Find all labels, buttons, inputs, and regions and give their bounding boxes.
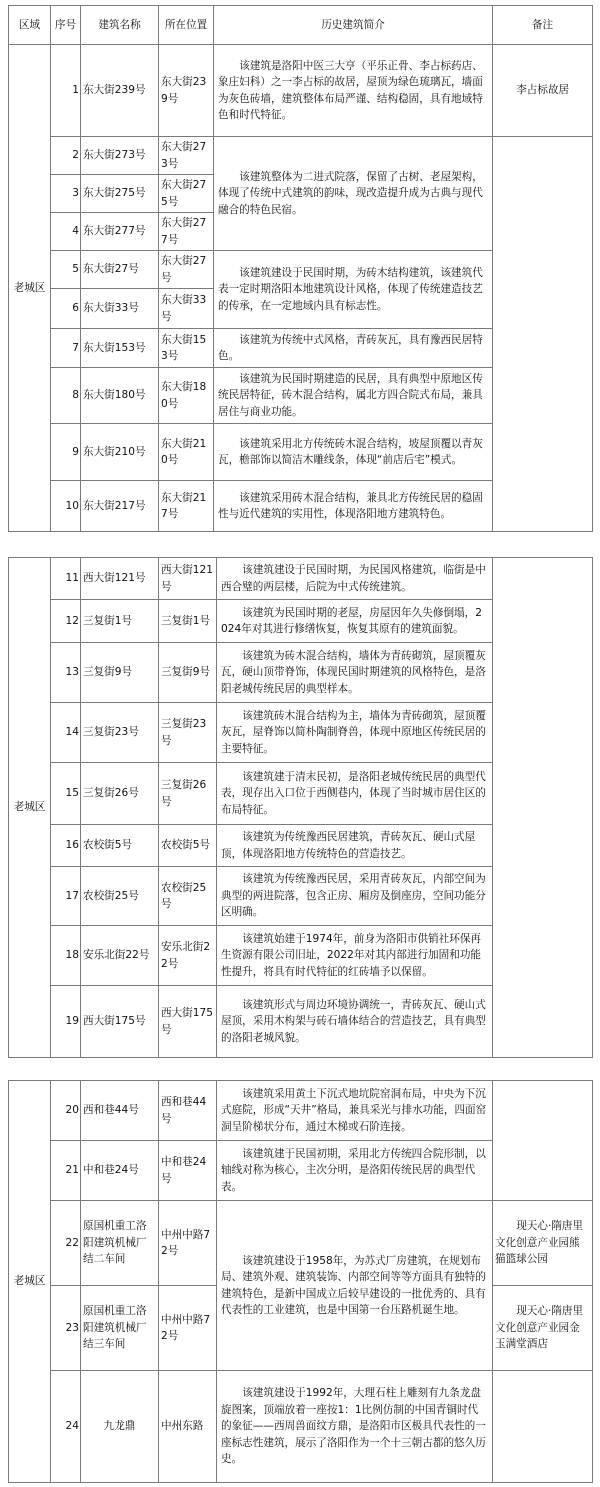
heritage-table-3	[8, 1080, 593, 1483]
heritage-table-2	[8, 557, 593, 1058]
seq-cell: 18	[51, 926, 81, 986]
name-cell: 三复街1号	[81, 600, 159, 643]
note-cell: 现天心·隋唐里文化创意产业园金玉满堂酒店	[493, 1286, 593, 1371]
location-cell: 东大街239号	[159, 45, 214, 137]
location-cell: 东大街273号	[159, 137, 214, 175]
name-cell: 东大街33号	[81, 289, 159, 329]
header-row	[9, 6, 593, 45]
name-cell: 西大街121号	[81, 558, 159, 600]
location-cell: 西和巷44号	[159, 1081, 217, 1141]
intro-cell: 该建筑为民国时期建造的民居，具有典型中原地区传统民居特征，砖木混合结构，属北方四合院式布局，兼具居住与商业功能。	[214, 368, 493, 424]
heritage-table-1	[8, 5, 593, 532]
location-cell: 安乐北街22号	[159, 926, 217, 986]
name-cell: 东大街27号	[81, 251, 159, 289]
location-cell: 东大街180号	[159, 368, 214, 424]
header-intro: 历史建筑简介	[214, 6, 493, 45]
seq-cell: 13	[51, 643, 81, 703]
table-row	[9, 45, 593, 137]
seq-cell: 16	[51, 825, 81, 867]
location-cell: 中州东路	[159, 1371, 217, 1483]
intro-cell: 该建筑建设于1958年，为苏式厂房建筑，在规划布局、建筑外观、建筑装饰、内部空间等等方面具有独特的建筑特色，是新中国成立后较早建设的一批优秀的、具有代表性的工业建筑，也是中国第一台压路机诞生地。	[217, 1201, 493, 1371]
location-cell: 三复街26号	[159, 763, 217, 825]
seq-cell: 1	[51, 45, 81, 137]
location-cell: 三复街1号	[159, 600, 217, 643]
location-cell: 东大街27号	[159, 251, 214, 289]
header-location: 所在位置	[159, 6, 214, 45]
table-row	[9, 1371, 593, 1483]
intro-cell: 该建筑采用黄土下沉式地坑院窑洞布局，中央为下沉式庭院，形成“天井”格局，兼具采光与排水功能，四面窑洞呈阶梯状分布，通过木梯或石阶连接。	[217, 1081, 493, 1141]
note-cell	[493, 137, 593, 532]
header-note: 备注	[493, 6, 593, 45]
seq-cell: 9	[51, 424, 81, 481]
intro-cell: 该建筑形式与周边环境协调统一，青砖灰瓦、硬山式屋顶，采用木构架与砖石墙体结合的营造技艺，具有典型的洛阳老城风貌。	[217, 986, 493, 1058]
location-cell: 三复街23号	[159, 703, 217, 763]
seq-cell: 22	[51, 1201, 81, 1286]
location-cell: 东大街277号	[159, 213, 214, 251]
name-cell: 东大街273号	[81, 137, 159, 175]
intro-cell: 该建筑建设于1992年，大理石柱上雕刻有九条龙盘旋图案，顶端放着一座按1：1比例仿制的中国青铜时代的象征——西周兽面纹方鼎，是洛阳市区极具代表性的一座标志性建筑，展示了洛阳作为一个十三朝古都的悠久历史。	[217, 1371, 493, 1483]
seq-cell: 19	[51, 986, 81, 1058]
seq-cell: 4	[51, 213, 81, 251]
name-cell: 东大街275号	[81, 175, 159, 213]
name-cell: 原国机重工洛阳建筑机械厂结二车间	[81, 1201, 159, 1286]
location-cell: 东大街33号	[159, 289, 214, 329]
location-cell: 农校街5号	[159, 825, 217, 867]
name-cell: 中和巷24号	[81, 1141, 159, 1201]
name-cell: 西和巷44号	[81, 1081, 159, 1141]
seq-cell: 3	[51, 175, 81, 213]
name-cell: 原国机重工洛阳建筑机械厂结三车间	[81, 1286, 159, 1371]
intro-cell: 该建筑建设于民国时期，为砖木结构建筑，该建筑代表一定时期洛阳本地建筑设计风格，体现了传统建造技艺的传承，在一定地域内具有标志性。	[214, 251, 493, 329]
location-cell: 东大街210号	[159, 424, 214, 481]
seq-cell: 5	[51, 251, 81, 289]
location-cell: 东大街153号	[159, 329, 214, 368]
intro-cell: 该建筑采用北方传统砖木混合结构，坡屋顶覆以青灰瓦，檐部饰以简洁木雕线条，体现“前店后宅”模式。	[214, 424, 493, 481]
location-cell: 中州中路72号	[159, 1201, 217, 1286]
seq-cell: 2	[51, 137, 81, 175]
seq-cell: 17	[51, 867, 81, 926]
seq-cell: 10	[51, 481, 81, 532]
seq-cell: 20	[51, 1081, 81, 1141]
name-cell: 东大街180号	[81, 368, 159, 424]
location-cell: 农校街25号	[159, 867, 217, 926]
note-cell	[493, 1081, 593, 1201]
name-cell: 三复街26号	[81, 763, 159, 825]
intro-cell: 该建筑为传统中式风格，青砖灰瓦，具有豫西民居特色。	[214, 329, 493, 368]
table-row	[9, 558, 593, 600]
name-cell: 农校街5号	[81, 825, 159, 867]
location-cell: 中和巷24号	[159, 1141, 217, 1201]
header-seq: 序号	[51, 6, 81, 45]
name-cell: 东大街153号	[81, 329, 159, 368]
note-cell	[493, 1371, 593, 1483]
region-cell: 老城区	[9, 45, 51, 532]
name-cell: 东大街239号	[81, 45, 159, 137]
note-cell: 李占标故居	[493, 45, 593, 137]
intro-cell: 该建筑始建于1974年，前身为洛阳市供销社环保再生资源有限公司旧址，2022年对其内部进行加固和功能性提升，将具有时代特征的红砖墙予以保留。	[217, 926, 493, 986]
seq-cell: 7	[51, 329, 81, 368]
table-row	[9, 1081, 593, 1141]
intro-cell: 该建筑为传统豫西民居建筑，青砖灰瓦、硬山式屋顶，体现洛阳地方传统特色的营造技艺。	[217, 825, 493, 867]
seq-cell: 14	[51, 703, 81, 763]
intro-cell: 该建筑砖木混合结构为主，墙体为青砖砌筑，屋顶覆灰瓦，屋脊饰以简朴陶制脊兽，体现中原地区传统民居的主要特征。	[217, 703, 493, 763]
intro-cell: 该建筑采用砖木混合结构，兼具北方传统民居的稳固性与近代建筑的实用性，体现洛阳地方建筑特色。	[214, 481, 493, 532]
note-cell: 现天心·隋唐里文化创意产业园熊猫篮球公园	[493, 1201, 593, 1286]
seq-cell: 15	[51, 763, 81, 825]
intro-cell: 该建筑整体为二进式院落，保留了古树、老屋架构，体现了传统中式建筑的韵味，现改造提升成为古典与现代融合的特色民宿。	[214, 137, 493, 251]
name-cell: 三复街23号	[81, 703, 159, 763]
name-cell: 东大街217号	[81, 481, 159, 532]
intro-cell: 该建筑为砖木混合结构，墙体为青砖砌筑，屋顶覆灰瓦，硬山顶带脊饰，体现民国时期建筑的风格特色，是洛阳老城传统民居的典型样本。	[217, 643, 493, 703]
seq-cell: 11	[51, 558, 81, 600]
region-cell: 老城区	[9, 558, 51, 1058]
header-name: 建筑名称	[81, 6, 159, 45]
intro-cell: 该建筑建于清末民初，是洛阳老城传统民居的典型代表，现存出入口位于西侧巷内，体现了当时城市居住区的布局特征。	[217, 763, 493, 825]
seq-cell: 12	[51, 600, 81, 643]
location-cell: 中州中路72号	[159, 1286, 217, 1371]
location-cell: 三复街9号	[159, 643, 217, 703]
intro-cell: 该建筑建设于民国时期，为民国风格建筑，临街是中西合璧的两层楼，后院为中式传统建筑。	[217, 558, 493, 600]
seq-cell: 6	[51, 289, 81, 329]
name-cell: 西大街175号	[81, 986, 159, 1058]
name-cell: 安乐北街22号	[81, 926, 159, 986]
location-cell: 东大街275号	[159, 175, 214, 213]
name-cell: 三复街9号	[81, 643, 159, 703]
name-cell: 东大街210号	[81, 424, 159, 481]
name-cell: 东大街277号	[81, 213, 159, 251]
header-region: 区域	[9, 6, 51, 45]
name-cell: 九龙鼎	[81, 1371, 159, 1483]
table-row	[9, 1201, 593, 1286]
seq-cell: 8	[51, 368, 81, 424]
location-cell: 西大街175号	[159, 986, 217, 1058]
note-cell	[493, 558, 593, 1058]
location-cell: 西大街121号	[159, 558, 217, 600]
seq-cell: 23	[51, 1286, 81, 1371]
table-row	[9, 137, 593, 175]
intro-cell: 该建筑建于民国初期，采用北方传统四合院形制，以轴线对称为核心，主次分明，是洛阳传统民居的典型代表。	[217, 1141, 493, 1201]
intro-cell: 该建筑为传统豫西民居，采用青砖灰瓦，内部空间为典型的两进院落，包含正房、厢房及倒座房，空间功能分区明确。	[217, 867, 493, 926]
region-cell: 老城区	[9, 1081, 51, 1483]
location-cell: 东大街217号	[159, 481, 214, 532]
name-cell: 农校街25号	[81, 867, 159, 926]
seq-cell: 21	[51, 1141, 81, 1201]
seq-cell: 24	[51, 1371, 81, 1483]
intro-cell: 该建筑为民国时期的老屋，房屋因年久失修倒塌，2024年对其进行修缮恢复，恢复其原有的建筑面貌。	[217, 600, 493, 643]
intro-cell: 该建筑是洛阳中医三大亨（平乐正骨、李占标药店、象庄妇科）之一李占标的故居，屋顶为绿色琉璃瓦，墙面为灰色砖墙，建筑整体布局严谨、结构稳固，具有地域特色和时代特征。	[214, 45, 493, 137]
